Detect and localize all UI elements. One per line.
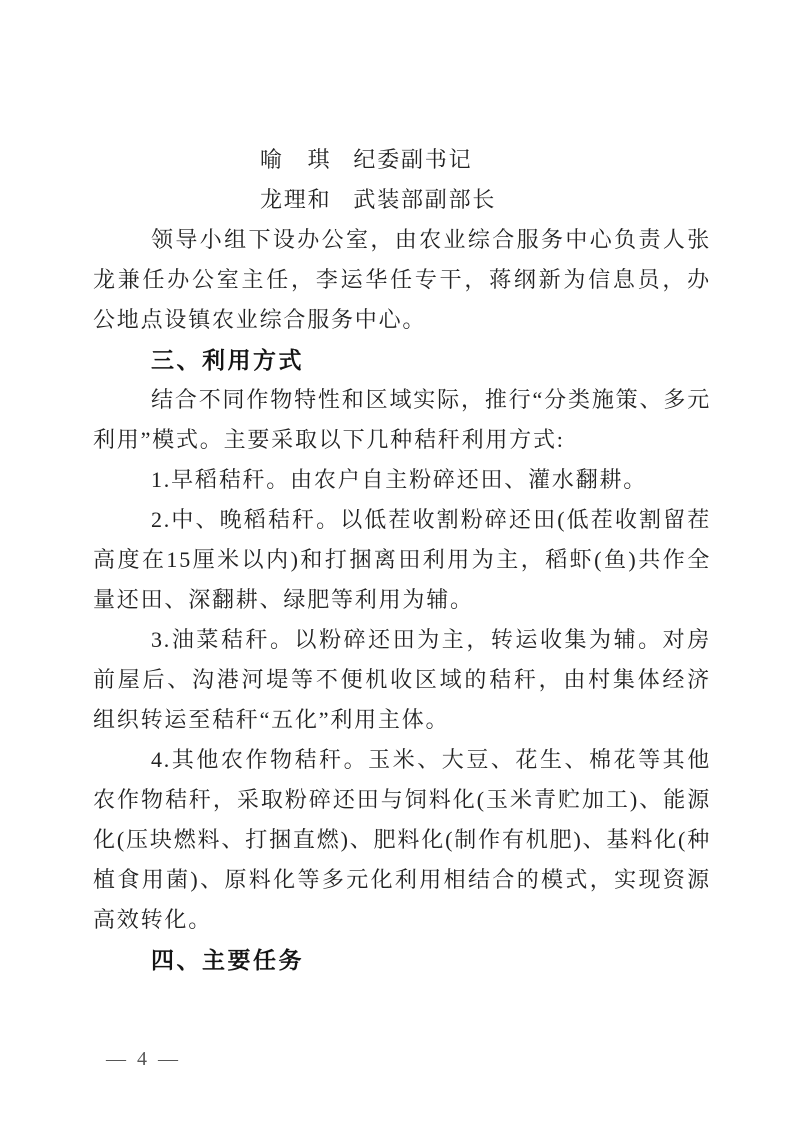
list-item-mid-late-rice-straw: 2.中、晚稻秸秆。以低茬收割粉碎还田(低茬收割留茬高度在15厘米以内)和打捆离田利用为主，稻虾(鱼)共作全量还田、深翻耕、绿肥等利用为辅。 — [93, 507, 711, 612]
paragraph-office-setup: 领导小组下设办公室，由农业综合服务中心负责人张龙兼任办公室主任，李运华任专干，蒋纲新为信息员，办公地点设镇农业综合服务中心。 — [93, 227, 711, 332]
page-number: — 4 — — [106, 1048, 181, 1070]
list-item-early-rice-straw: 1.早稻秸秆。由农户自主粉碎还田、灌水翻耕。 — [151, 467, 648, 492]
person-title: 纪委副书记 — [353, 147, 473, 172]
document-body — [93, 140, 711, 980]
person-name: 喻 琪 — [260, 147, 332, 172]
list-item-other-crop-straw: 4.其他农作物秸秆。玉米、大豆、花生、棉花等其他农作物秸秆，采取粉碎还田与饲料化(玉米青贮加工)、能源化(压块燃料、打捆直燃)、肥料化(制作有机肥)、基料化(种植食用菌)、原料化等多元化利用相结合的模式，实现资源高效转化。 — [93, 747, 711, 932]
person-name: 龙理和 — [260, 187, 332, 212]
roster-line — [93, 180, 711, 220]
roster-line — [93, 140, 711, 180]
section-heading-main-tasks: 四、主要任务 — [151, 947, 304, 973]
person-title: 武装部副部长 — [353, 187, 497, 212]
paragraph-utilization-intro: 结合不同作物特性和区域实际，推行“分类施策、多元利用”模式。主要采取以下几种秸秆利用方式: — [93, 387, 711, 452]
section-heading-utilization-methods: 三、利用方式 — [151, 347, 304, 373]
list-item-rapeseed-straw: 3.油菜秸秆。以粉碎还田为主，转运收集为辅。对房前屋后、沟港河堤等不便机收区域的秸秆，由村集体经济组织转运至秸秆“五化”利用主体。 — [93, 627, 711, 732]
